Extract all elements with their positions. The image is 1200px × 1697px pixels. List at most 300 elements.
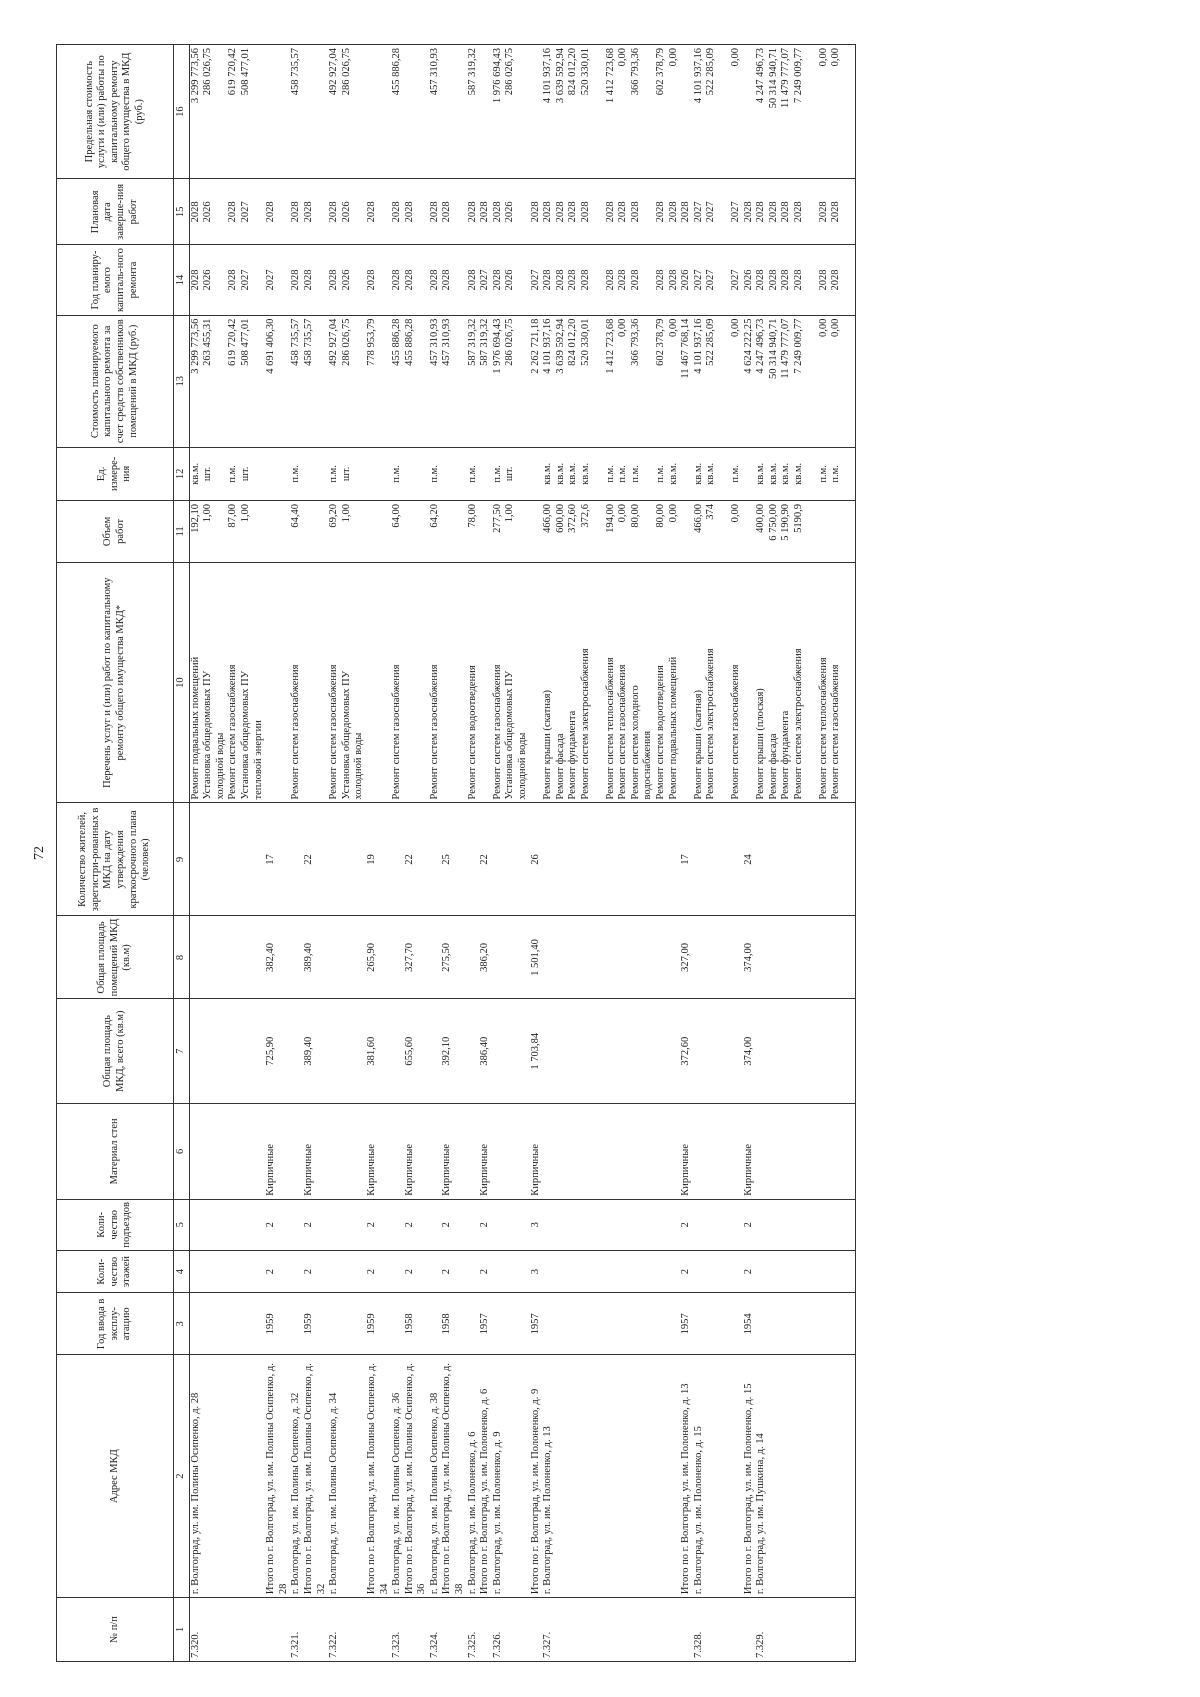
- table-cell: 2: [366, 1250, 379, 1293]
- table-row: [680, 45, 693, 1662]
- table-cell: [718, 1250, 730, 1293]
- table-row: [416, 45, 429, 1662]
- table-cell: [404, 45, 417, 179]
- table-cell: [830, 1199, 843, 1250]
- table-cell: [265, 500, 278, 562]
- table-cell: 286 026,75: [504, 45, 517, 179]
- table-cell: [843, 803, 856, 916]
- table-cell: 36: [416, 1355, 429, 1598]
- table-cell: [693, 916, 706, 999]
- table-cell: Кирпичные: [479, 1103, 492, 1199]
- table-cell: [366, 447, 379, 500]
- table-cell: [341, 1598, 354, 1662]
- table-cell: [830, 916, 843, 999]
- table-cell: [806, 500, 818, 562]
- table-cell: [517, 803, 530, 916]
- table-cell: Ремонт систем водоотведения: [467, 562, 480, 803]
- table-cell: [580, 1355, 593, 1598]
- table-cell: [843, 1250, 856, 1293]
- column-header: Объем работ: [57, 500, 174, 562]
- table-cell: Ремонт систем газоснабжения: [429, 562, 442, 803]
- table-cell: [617, 1199, 630, 1250]
- table-cell: [718, 245, 730, 315]
- table-cell: 381,60: [366, 999, 379, 1103]
- table-cell: [504, 999, 517, 1103]
- table-cell: [593, 500, 605, 562]
- table-row: [404, 45, 417, 1662]
- table-cell: Кирпичные: [404, 1103, 417, 1199]
- table-cell: [517, 1250, 530, 1293]
- table-cell: [655, 916, 668, 999]
- column-number: 3: [174, 1293, 190, 1355]
- table-cell: 2028: [404, 179, 417, 245]
- column-number: 2: [174, 1355, 190, 1598]
- table-cell: [441, 562, 454, 803]
- column-header: Общая площадь МКД, всего (кв.м): [57, 999, 174, 1103]
- table-cell: 3 299 773,56: [189, 45, 202, 179]
- table-cell: [617, 1250, 630, 1293]
- table-cell: 1959: [303, 1293, 316, 1355]
- table-cell: [617, 999, 630, 1103]
- table-cell: [806, 1199, 818, 1250]
- table-cell: [215, 245, 228, 315]
- table-cell: [567, 1250, 580, 1293]
- table-cell: [517, 1293, 530, 1355]
- table-cell: [517, 1598, 530, 1662]
- table-cell: [441, 500, 454, 562]
- table-cell: [227, 803, 240, 916]
- table-cell: 520 330,01: [580, 45, 593, 179]
- table-cell: водоснабжения: [642, 562, 655, 803]
- table-cell: [479, 45, 492, 179]
- table-cell: [593, 1199, 605, 1250]
- table-cell: 2: [743, 1250, 756, 1293]
- table-cell: п.м.: [467, 447, 480, 500]
- table-cell: [379, 1199, 392, 1250]
- column-number: 13: [174, 315, 190, 447]
- table-cell: [479, 562, 492, 803]
- table-cell: [253, 1293, 266, 1355]
- table-cell: Ремонт систем газоснабжения: [830, 562, 843, 803]
- table-cell: [542, 1199, 555, 1250]
- table-cell: 38: [454, 1355, 467, 1598]
- table-cell: [793, 1598, 806, 1662]
- table-cell: [479, 447, 492, 500]
- table-cell: 22: [303, 803, 316, 916]
- table-cell: [818, 1598, 831, 1662]
- table-cell: 0,00: [830, 315, 843, 447]
- table-cell: 2028: [303, 245, 316, 315]
- table-cell: [316, 500, 329, 562]
- table-cell: г. Волгоград, ул. им. Полоненко, д. 9: [492, 1355, 505, 1598]
- table-cell: [806, 562, 818, 803]
- table-cell: [316, 1598, 329, 1662]
- table-cell: [416, 447, 429, 500]
- table-cell: 455 886,28: [404, 315, 417, 447]
- table-cell: 457 310,93: [429, 315, 442, 447]
- table-cell: [341, 803, 354, 916]
- table-cell: [668, 803, 681, 916]
- table-row: [617, 45, 630, 1662]
- table-cell: [806, 1598, 818, 1662]
- table-cell: 7.328.: [693, 1598, 706, 1662]
- table-cell: 7.320.: [189, 1598, 202, 1662]
- table-cell: 2 262 721,18: [530, 315, 543, 447]
- table-cell: 2028: [630, 245, 643, 315]
- table-cell: Ремонт систем холодного: [630, 562, 643, 803]
- table-cell: [843, 45, 856, 179]
- table-cell: 2: [441, 1250, 454, 1293]
- table-row: [642, 45, 655, 1662]
- table-cell: [492, 803, 505, 916]
- table-cell: [454, 500, 467, 562]
- table-cell: 64,00: [391, 500, 404, 562]
- table-cell: 3 299 773,56: [189, 315, 202, 447]
- capital-repair-plan-table: [56, 44, 856, 1662]
- table-cell: 50 314 940,71: [768, 315, 781, 447]
- table-cell: 87,00: [227, 500, 240, 562]
- table-cell: [341, 1250, 354, 1293]
- table-cell: кв.м.: [768, 447, 781, 500]
- table-cell: [630, 1598, 643, 1662]
- table-row: [278, 45, 291, 1662]
- table-cell: 2028: [818, 179, 831, 245]
- table-cell: [467, 916, 480, 999]
- table-cell: [290, 1250, 303, 1293]
- table-cell: [530, 500, 543, 562]
- table-cell: [593, 447, 605, 500]
- table-cell: 2028: [605, 179, 618, 245]
- table-cell: [593, 562, 605, 803]
- table-cell: [517, 447, 530, 500]
- column-header: Общая площадь помещений МКД (кв.м): [57, 916, 174, 999]
- table-cell: [202, 1355, 215, 1598]
- table-cell: [379, 1250, 392, 1293]
- table-cell: [278, 179, 291, 245]
- table-cell: 455 886,28: [391, 45, 404, 179]
- table-cell: [517, 1199, 530, 1250]
- table-cell: 2026: [743, 245, 756, 315]
- table-row: [189, 45, 202, 1662]
- table-cell: 1,00: [341, 500, 354, 562]
- table-cell: [290, 1103, 303, 1199]
- table-cell: п.м.: [290, 447, 303, 500]
- table-cell: [705, 1250, 718, 1293]
- table-cell: [806, 245, 818, 315]
- table-cell: [265, 562, 278, 803]
- table-cell: 22: [404, 803, 417, 916]
- table-cell: [517, 1355, 530, 1598]
- table-cell: кв.м.: [755, 447, 768, 500]
- table-cell: 374,00: [743, 999, 756, 1103]
- table-cell: 457 310,93: [429, 45, 442, 179]
- table-cell: [353, 1103, 366, 1199]
- table-cell: 2028: [391, 245, 404, 315]
- table-cell: [215, 447, 228, 500]
- table-cell: [755, 1103, 768, 1199]
- table-cell: 50 314 940,71: [768, 45, 781, 179]
- table-cell: [680, 45, 693, 179]
- table-cell: 6 750,00: [768, 500, 781, 562]
- table-cell: [642, 1293, 655, 1355]
- table-cell: [278, 999, 291, 1103]
- table-cell: п.м.: [830, 447, 843, 500]
- table-cell: [530, 562, 543, 803]
- table-cell: [379, 803, 392, 916]
- table-cell: [227, 916, 240, 999]
- table-cell: 7.326.: [492, 1598, 505, 1662]
- table-cell: [780, 1355, 793, 1598]
- table-cell: 11 467 768,14: [680, 315, 693, 447]
- table-cell: [730, 1598, 743, 1662]
- table-cell: кв.м.: [189, 447, 202, 500]
- table-cell: 2028: [567, 245, 580, 315]
- table-cell: [780, 1199, 793, 1250]
- table-cell: 1959: [265, 1293, 278, 1355]
- table-cell: 327,70: [404, 916, 417, 999]
- table-cell: 2: [441, 1199, 454, 1250]
- table-cell: [353, 500, 366, 562]
- table-cell: [316, 562, 329, 803]
- table-cell: [416, 1598, 429, 1662]
- table-cell: Установка общедомовых ПУ: [504, 562, 517, 803]
- table-cell: [379, 1293, 392, 1355]
- table-cell: [328, 1250, 341, 1293]
- table-cell: [253, 45, 266, 179]
- table-cell: [404, 447, 417, 500]
- table-cell: [215, 315, 228, 447]
- table-cell: [768, 803, 781, 916]
- column-header: Плановая дата заверше-ния работ: [57, 179, 174, 245]
- table-cell: холодной воды: [215, 562, 228, 803]
- table-cell: [680, 562, 693, 803]
- table-cell: [416, 1199, 429, 1250]
- table-cell: шт.: [504, 447, 517, 500]
- table-cell: [215, 1199, 228, 1250]
- table-cell: 5 190,90: [780, 500, 793, 562]
- table-cell: Ремонт систем газоснабжения: [290, 562, 303, 803]
- table-cell: 69,20: [328, 500, 341, 562]
- table-cell: [278, 1250, 291, 1293]
- table-cell: [830, 1103, 843, 1199]
- table-cell: [642, 916, 655, 999]
- table-row: [454, 45, 467, 1662]
- table-cell: [189, 1250, 202, 1293]
- table-cell: Ремонт систем газоснабжения: [492, 562, 505, 803]
- table-cell: [593, 245, 605, 315]
- table-cell: 2028: [617, 245, 630, 315]
- table-body: [189, 45, 855, 1662]
- table-row: [467, 45, 480, 1662]
- table-cell: [240, 999, 253, 1103]
- table-cell: [517, 999, 530, 1103]
- table-cell: [806, 1250, 818, 1293]
- table-cell: [202, 1199, 215, 1250]
- table-cell: Установка общедомовых ПУ: [240, 562, 253, 803]
- table-cell: 2: [680, 1199, 693, 1250]
- table-cell: 4 691 406,30: [265, 315, 278, 447]
- table-cell: [504, 1199, 517, 1250]
- table-cell: 1,00: [240, 500, 253, 562]
- table-cell: 1 976 694,43: [492, 315, 505, 447]
- table-cell: 4 101 937,16: [693, 45, 706, 179]
- table-cell: [504, 803, 517, 916]
- table-cell: [316, 1250, 329, 1293]
- table-cell: г. Волгоград, ул. им. Полоненко, д. 15: [693, 1355, 706, 1598]
- table-cell: 382,40: [265, 916, 278, 999]
- table-cell: г. Волгоград, ул. им. Пушкина, д. 14: [755, 1355, 768, 1598]
- table-cell: [215, 1103, 228, 1199]
- table-cell: [806, 1355, 818, 1598]
- table-cell: [580, 916, 593, 999]
- table-cell: [668, 1293, 681, 1355]
- column-header: Количество жителей, зарегистри-рованных в МКД на дату утверждения краткосрочного плана (человек): [57, 803, 174, 916]
- table-row: [567, 45, 580, 1662]
- table-cell: 2026: [202, 179, 215, 245]
- table-cell: [843, 500, 856, 562]
- table-cell: Ремонт систем теплоснабжения: [605, 562, 618, 803]
- table-cell: [316, 245, 329, 315]
- table-cell: [316, 803, 329, 916]
- table-cell: 0,00: [668, 45, 681, 179]
- table-cell: [555, 916, 568, 999]
- table-cell: [278, 500, 291, 562]
- table-cell: [655, 1103, 668, 1199]
- table-cell: [416, 500, 429, 562]
- table-cell: [467, 1250, 480, 1293]
- table-cell: 372,60: [680, 999, 693, 1103]
- table-cell: 0,00: [668, 500, 681, 562]
- table-cell: 2028: [366, 179, 379, 245]
- table-cell: Ремонт крыши (скатная): [542, 562, 555, 803]
- table-cell: [253, 500, 266, 562]
- table-cell: [454, 447, 467, 500]
- table-cell: [617, 1103, 630, 1199]
- table-cell: [479, 1598, 492, 1662]
- table-cell: 2028: [290, 179, 303, 245]
- table-cell: [416, 803, 429, 916]
- table-cell: холодной воды: [517, 562, 530, 803]
- table-cell: [668, 1103, 681, 1199]
- table-cell: [366, 500, 379, 562]
- column-header: Ед. измере-ния: [57, 447, 174, 500]
- table-cell: Ремонт систем электроснабжения: [793, 562, 806, 803]
- table-cell: [630, 916, 643, 999]
- column-number: 4: [174, 1250, 190, 1293]
- table-cell: Итого по г. Волгоград, ул. им. Полины Осипенко, д.: [366, 1355, 379, 1598]
- table-cell: [655, 999, 668, 1103]
- table-cell: [655, 1293, 668, 1355]
- table-row: [593, 45, 605, 1662]
- table-row: [479, 45, 492, 1662]
- table-cell: [768, 1598, 781, 1662]
- table-cell: 366 793,36: [630, 45, 643, 179]
- table-cell: [253, 315, 266, 447]
- table-cell: шт.: [341, 447, 354, 500]
- table-cell: Ремонт систем газоснабжения: [391, 562, 404, 803]
- table-cell: [278, 45, 291, 179]
- table-cell: [818, 1103, 831, 1199]
- table-cell: [843, 1293, 856, 1355]
- table-cell: [755, 999, 768, 1103]
- table-cell: [642, 1199, 655, 1250]
- table-cell: 24: [743, 803, 756, 916]
- table-cell: 2028: [366, 245, 379, 315]
- table-cell: [718, 999, 730, 1103]
- table-cell: 2028: [441, 245, 454, 315]
- table-cell: [467, 803, 480, 916]
- table-cell: [580, 999, 593, 1103]
- table-cell: [253, 916, 266, 999]
- table-row: [366, 45, 379, 1662]
- table-cell: 619 720,42: [227, 45, 240, 179]
- table-cell: [240, 1598, 253, 1662]
- table-cell: 2027: [530, 245, 543, 315]
- table-row: [693, 45, 706, 1662]
- table-cell: [379, 179, 392, 245]
- table-cell: 286 026,75: [202, 45, 215, 179]
- table-cell: [328, 999, 341, 1103]
- table-cell: [253, 1103, 266, 1199]
- table-cell: шт.: [240, 447, 253, 500]
- table-cell: [730, 1293, 743, 1355]
- table-cell: [316, 916, 329, 999]
- table-cell: 655,60: [404, 999, 417, 1103]
- table-row: [240, 45, 253, 1662]
- table-cell: [303, 500, 316, 562]
- table-cell: 2: [479, 1199, 492, 1250]
- rotated-document-page: [28, 38, 1178, 1668]
- table-cell: 192,10: [189, 500, 202, 562]
- table-cell: [391, 1103, 404, 1199]
- table-cell: [780, 1250, 793, 1293]
- table-cell: [693, 999, 706, 1103]
- table-cell: 466,00: [693, 500, 706, 562]
- table-cell: [404, 1598, 417, 1662]
- table-cell: 2028: [555, 245, 568, 315]
- table-cell: [730, 1199, 743, 1250]
- table-cell: Кирпичные: [530, 1103, 543, 1199]
- table-cell: [818, 1355, 831, 1598]
- table-cell: [705, 803, 718, 916]
- table-cell: 2028: [780, 245, 793, 315]
- table-cell: 466,00: [542, 500, 555, 562]
- table-cell: [617, 1355, 630, 1598]
- table-cell: [253, 245, 266, 315]
- table-cell: [202, 803, 215, 916]
- table-cell: 4 247 496,73: [755, 315, 768, 447]
- table-row: [630, 45, 643, 1662]
- table-cell: [705, 916, 718, 999]
- table-cell: [730, 1250, 743, 1293]
- table-cell: Ремонт систем газоснабжения: [617, 562, 630, 803]
- table-cell: [605, 1355, 618, 1598]
- table-cell: [755, 1250, 768, 1293]
- table-cell: Ремонт крыши (скатная): [693, 562, 706, 803]
- table-cell: [492, 1103, 505, 1199]
- table-cell: [202, 916, 215, 999]
- table-cell: [768, 1250, 781, 1293]
- table-cell: 2028: [227, 179, 240, 245]
- table-cell: [416, 562, 429, 803]
- table-cell: [479, 500, 492, 562]
- table-cell: 2028: [818, 245, 831, 315]
- table-row: [492, 45, 505, 1662]
- table-cell: [743, 447, 756, 500]
- column-number: 6: [174, 1103, 190, 1199]
- table-row: [504, 45, 517, 1662]
- table-cell: 455 886,28: [391, 315, 404, 447]
